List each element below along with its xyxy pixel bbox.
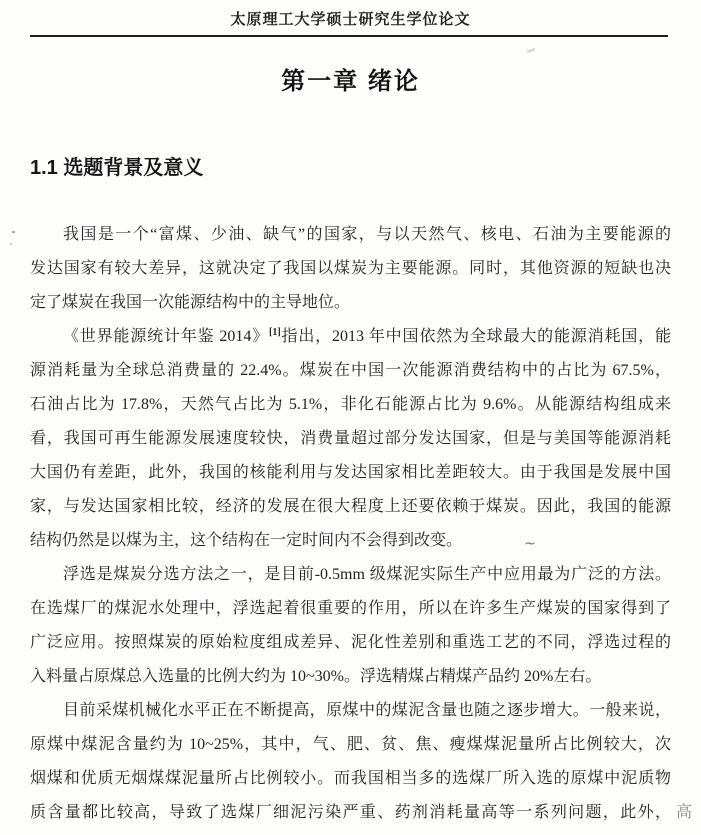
paragraph-2 <box>30 320 671 558</box>
text-line: 大国仍有差距，此外，我国的核能利用与发达国家相比差距较大。由于我国是发展中国 <box>30 464 671 481</box>
text-segment: 《世界能源统计年鉴 2014》 <box>63 328 269 345</box>
text-line: 原煤中煤泥含量约为 10~25%，其中，气、肥、贫、焦、瘦煤煤泥量所占比例较大，次 <box>30 736 671 753</box>
scan-artifact-mark: ~ <box>524 536 536 552</box>
text-line: 石油占比为 17.8%，天然气占比为 5.1%，非化石能源占比为 9.6%。从能源结构组成来 <box>30 396 671 413</box>
paragraph-4 <box>30 694 671 830</box>
text-segment: 指出，2013 年中国依然为全球最大的能源消耗国，能 <box>280 328 671 345</box>
text-line: 源消耗量为全球总消费量的 22.4%。煤炭在中国一次能源消费结构中的占比为 67.5%， <box>30 362 671 379</box>
text-line: 在选煤厂的煤泥水处理中，浮选起着很重要的作用，所以在许多生产煤炭的国家得到了 <box>30 600 671 617</box>
faded-cutoff-character: 高 <box>676 804 693 821</box>
text-line: 结构仍然是以煤为主，这个结构在一定时间内不会得到改变。 <box>30 532 463 549</box>
text-line: 广泛应用。按照煤炭的原始粒度组成差异、泥化性差别和重选工艺的不同，浮选过程的 <box>30 634 671 651</box>
text-line <box>30 320 671 354</box>
section-heading: 1.1 选题背景及意义 <box>30 157 204 179</box>
paragraph-1 <box>30 218 671 320</box>
text-line: 烟煤和优质无烟煤煤泥量所占比例较小。而我国相当多的选煤厂所入选的原煤中泥质物 <box>30 770 671 787</box>
text-line: 质含量都比较高，导致了选煤厂细泥污染严重、药剂消耗量高等一系列问题，此外， <box>30 804 671 821</box>
paragraph-3 <box>30 558 671 694</box>
citation-ref-1: [1] <box>269 327 281 338</box>
scan-artifact-smudge <box>527 48 536 54</box>
body-text <box>30 218 671 830</box>
chapter-title: 第一章 绪论 <box>281 68 420 95</box>
text-line: 定了煤炭在我国一次能源结构中的主导地位。 <box>30 294 351 311</box>
text-line: 目前采煤机械化水平正在不断提高，原煤中的煤泥含量也随之逐步增大。一般来说， <box>63 702 671 719</box>
scan-artifact-dot <box>10 243 12 245</box>
text-line: 家，与发达国家相比较，经济的发展在很大程度上还要依赖于煤炭。因此，我国的能源 <box>30 498 671 515</box>
text-line: 发达国家有较大差异，这就决定了我国以煤炭为主要能源。同时，其他资源的短缺也决 <box>30 260 671 277</box>
running-header: 太原理工大学硕士研究生学位论文 <box>230 11 471 28</box>
scan-artifact-dot <box>12 231 15 233</box>
text-line: 看，我国可再生能源发展速度较快，消费量超过部分发达国家，但是与美国等能源消耗 <box>30 430 671 447</box>
text-line: 我国是一个“富煤、少油、缺气”的国家，与以天然气、核电、石油为主要能源的 <box>63 226 671 243</box>
text-line: 浮选是煤炭分选方法之一，是目前-0.5mm 级煤泥实际生产中应用最为广泛的方法。 <box>63 566 671 583</box>
header-divider <box>30 35 668 37</box>
text-line: 入料量占原煤总入选量的比例大约为 10~30%。浮选精煤占精煤产品约 20%左右。 <box>30 668 602 685</box>
